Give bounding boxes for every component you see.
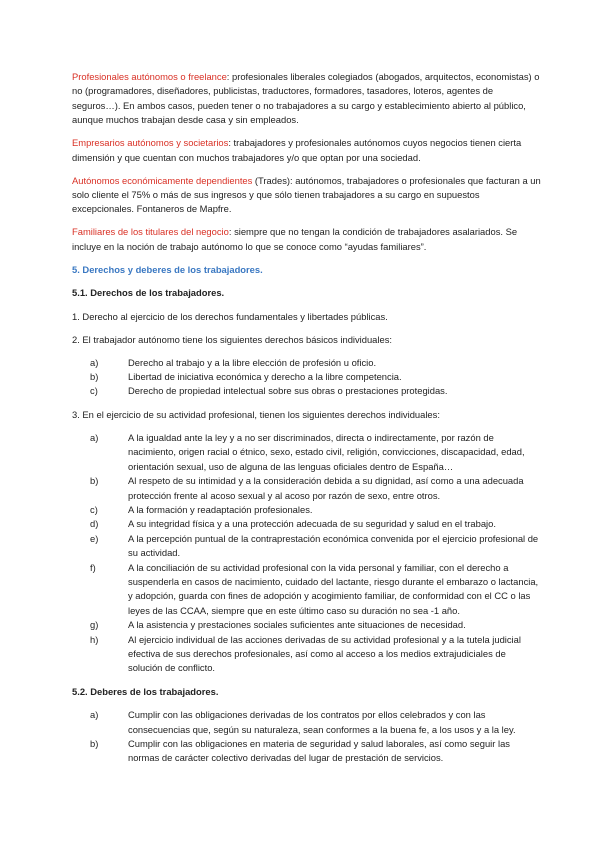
paragraph-empresarios: [72, 136, 542, 165]
list-item: [90, 431, 542, 474]
list-item: [90, 532, 542, 561]
section-5-2-heading: 5.2. Deberes de los trabajadores.: [72, 685, 219, 697]
term-trades: Autónomos económicamente dependientes: [72, 174, 253, 186]
basic-rights-list: [72, 356, 542, 399]
text-freelance: : profesionales liberales colegiados (abogados, arquitectos, economistas) o no (programadores, diseñadores, publicistas, traductores, formadores, tasadores, loteros, agentes de seguros…). En ambos casos, pueden tener o no trabajadores a su cargo y establecimiento abierto al público, aunque muchos trabajan desde casa y sin empleados.: [72, 71, 540, 126]
list-item-text: A su integridad física y a una protección adecuada de su seguridad y salud en el trabajo.: [128, 518, 496, 530]
list-item-text: A la igualdad ante la ley y a no ser discriminados, directa o indirectamente, por razón de nacimiento, origen racial o étnico, sexo, estado civil, religión, convicciones, discapacidad, edad, orientación sexual, uso de alguna de las lenguas oficiales dentro de España…: [128, 431, 525, 472]
list-item: [90, 708, 542, 737]
list-item: [90, 737, 542, 766]
paragraph-familiares: [72, 225, 542, 254]
list-item: [90, 517, 542, 531]
list-item-text: Libertad de iniciativa económica y derecho a la libre competencia.: [128, 371, 402, 383]
list-item: [90, 561, 542, 619]
individual-rights-list: [72, 431, 542, 676]
list-marker: d): [90, 518, 99, 530]
term-freelance: Profesionales autónomos o freelance: [72, 71, 227, 82]
list-item-text: Al ejercicio individual de las acciones derivadas de su actividad profesional y a la tutela judicial efectiva de sus derechos profesionales, así como al acceso a los medios extrajudiciales de solución de conflicto.: [128, 633, 521, 674]
list-marker: a): [90, 356, 99, 368]
list-marker: b): [90, 371, 99, 383]
list-item-text: A la conciliación de su actividad profesional con la vida personal y familiar, con el derecho a suspenderla en casos de nacimiento, cuidado del lactante, riesgo durante el embarazo o lactancia, y adopción, guarda con fines de adopción y acogimiento familiar, de conformidad con el CC o las leyes de las CCAA, siempre que en este último caso su duración no sea -1 año.: [128, 561, 539, 616]
text-familiares: : siempre que no tengan la condición de trabajadores asalariados. Se incluye en la noción de trabajo autónomo lo que se conoce como “ayudas familiares”.: [72, 226, 518, 252]
list-item-text: Al respeto de su intimidad y a la consideración debida a su dignidad, así como a una adecuada protección frente al acoso sexual y al acoso por razón de sexo, entre otros.: [128, 475, 524, 501]
list-marker: h): [90, 633, 99, 645]
rights-item-2: 2. El trabajador autónomo tiene los siguientes derechos básicos individuales:: [72, 333, 392, 345]
list-item-text: Cumplir con las obligaciones en materia de seguridad y salud laborales, así como seguir las normas de carácter colectivo derivadas del lugar de prestación de servicios.: [128, 738, 510, 764]
paragraph-freelance: [72, 70, 542, 128]
list-marker: b): [90, 475, 99, 487]
list-item: [90, 633, 542, 676]
term-familiares: Familiares de los titulares del negocio: [72, 226, 229, 238]
section-5-heading: 5. Derechos y deberes de los trabajadores.: [72, 263, 263, 275]
list-item: [90, 370, 542, 384]
list-marker: f): [90, 561, 96, 573]
list-item: [90, 618, 542, 632]
rights-item-1: 1. Derecho al ejercicio de los derechos fundamentales y libertades públicas.: [72, 310, 388, 322]
list-item: [90, 474, 542, 503]
duties-list: [72, 708, 542, 766]
list-marker: a): [90, 709, 99, 721]
section-5-1-heading: 5.1. Derechos de los trabajadores.: [72, 287, 225, 299]
list-item-text: A la asistencia y prestaciones sociales suficientes ante situaciones de necesidad.: [128, 619, 466, 631]
list-item: [90, 503, 542, 517]
term-empresarios: Empresarios autónomos y societarios: [72, 137, 229, 149]
list-item-text: Derecho al trabajo y a la libre elección de profesión u oficio.: [128, 356, 377, 368]
rights-item-3: 3. En el ejercicio de su actividad profesional, tienen los siguientes derechos individuales:: [72, 408, 440, 420]
list-item-text: A la formación y readaptación profesionales.: [128, 503, 313, 515]
list-item: [90, 384, 542, 398]
text-empresarios: : trabajadores y profesionales autónomos cuyos negocios tienen cierta dimensión y que cuentan con muchos trabajadores y/o que optan por una sociedad.: [72, 137, 522, 163]
list-marker: g): [90, 619, 99, 631]
list-item: [90, 356, 542, 370]
paragraph-trades: [72, 174, 542, 217]
list-marker: c): [90, 385, 98, 397]
text-trades: (Trades): autónomos, trabajadores o profesionales que facturan a un solo cliente el 75% o más de sus ingresos y que sólo tienen trabajadores a su cargo en supuestos excepcionales. Fontaneros de Mapfre.: [72, 174, 541, 215]
list-marker: a): [90, 431, 99, 443]
list-marker: e): [90, 532, 99, 544]
list-item-text: A la percepción puntual de la contraprestación económica convenida por el ejercicio profesional de su actividad.: [128, 532, 539, 559]
list-marker: b): [90, 738, 99, 749]
list-marker: c): [90, 503, 98, 515]
list-item-text: Derecho de propiedad intelectual sobre sus obras o prestaciones protegidas.: [128, 385, 448, 397]
list-item-text: Cumplir con las obligaciones derivadas de los contratos por ellos celebrados y con las consecuencias que, según su naturaleza, sean conformes a la buena fe, a los usos y a la ley.: [128, 709, 516, 735]
